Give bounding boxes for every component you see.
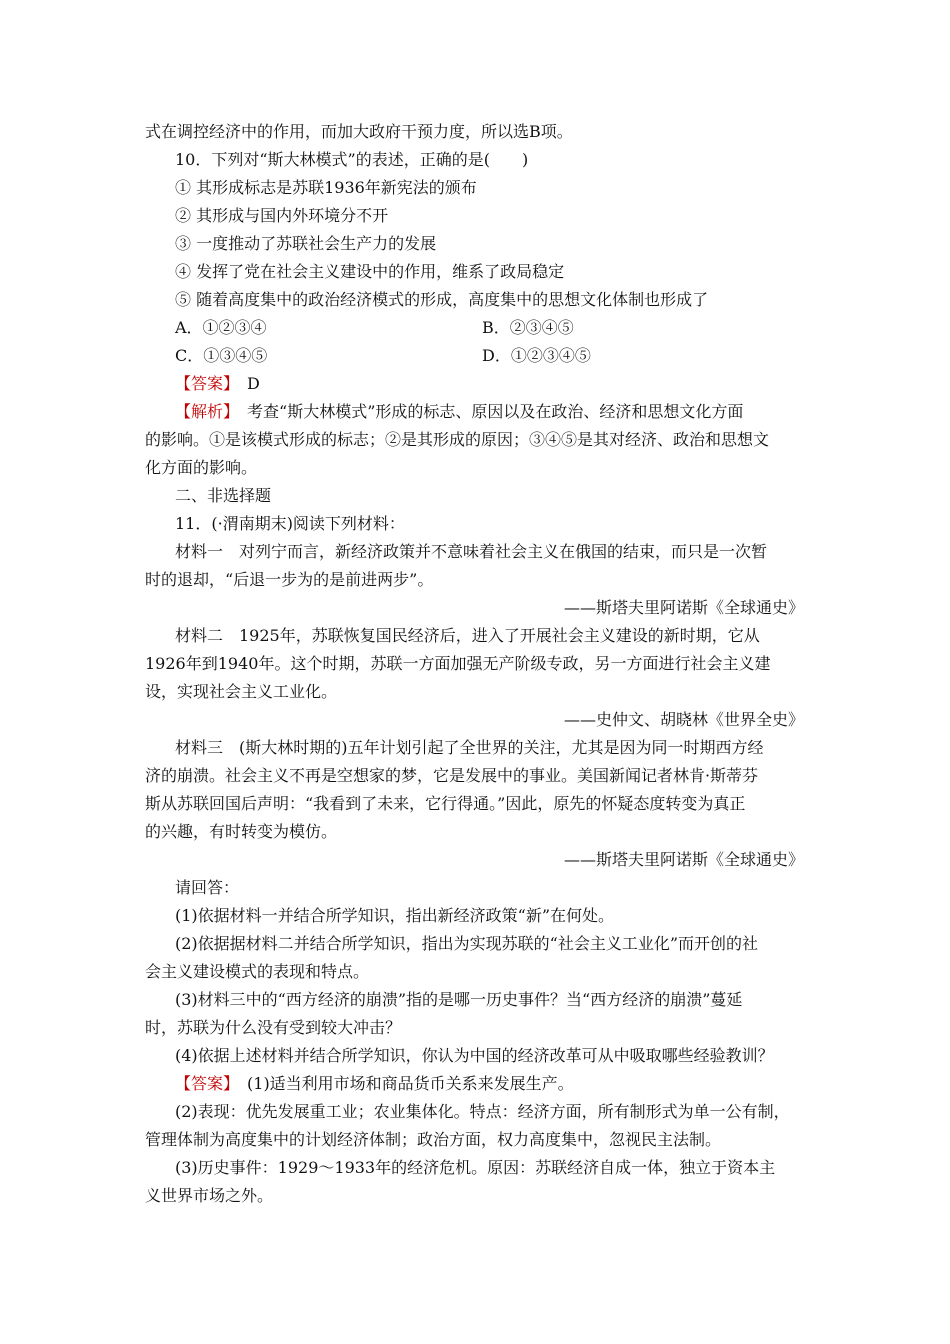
text-line: 斯从苏联回国后声明：“我看到了未来，它行得通。”因此，原先的怀疑态度转变为真正 — [145, 794, 746, 813]
option-a: A．①②③④ — [175, 318, 267, 337]
statement-5: ⑤ 随着高度集中的政治经济模式的形成，高度集中的思想文化体制也形成了 — [175, 290, 709, 309]
option-b: B．②③④⑤ — [482, 318, 574, 337]
text-line: 的影响。①是该模式形成的标志；②是其形成的原因；③④⑤是其对经济、政治和思想文 — [145, 430, 770, 449]
analysis-line — [175, 401, 743, 423]
answer-tag: 【答案】 — [175, 374, 232, 393]
text-line: 时的退却，“后退一步为的是前进两步”。 — [145, 570, 434, 589]
source-citation: ——斯塔夫里阿诺斯《全球通史》 — [563, 850, 804, 869]
text-line: 济的崩溃。社会主义不再是空想家的梦，它是发展中的事业。美国新闻记者林肯·斯蒂芬 — [145, 766, 759, 785]
sub-question-4: (4)依据上述材料并结合所学知识，你认为中国的经济改革可从中吸取哪些经验教训？ — [175, 1046, 774, 1065]
text-line: 时，苏联为什么没有受到较大冲击？ — [145, 1018, 402, 1037]
sub-question-3: (3)材料三中的“西方经济的崩溃”指的是哪一历史事件？当“西方经济的崩溃”蔓延 — [175, 990, 743, 1009]
material-2: 材料二 1925年，苏联恢复国民经济后，进入了开展社会主义建设的新时期，它从 — [175, 626, 760, 645]
question-11: 11．(·渭南期末)阅读下列材料： — [175, 514, 405, 533]
analysis-tag: 【解析】 — [175, 402, 232, 421]
question-10: 10．下列对“斯大林模式”的表述，正确的是( ) — [175, 150, 529, 169]
source-citation: ——斯塔夫里阿诺斯《全球通史》 — [563, 598, 804, 617]
section-heading: 二、非选择题 — [175, 486, 272, 505]
sub-question-1: (1)依据材料一并结合所学知识，指出新经济政策“新”在何处。 — [175, 906, 615, 925]
option-c: C．①③④⑤ — [175, 346, 268, 365]
text-line: 设，实现社会主义工业化。 — [145, 682, 338, 701]
option-d: D．①②③④⑤ — [482, 346, 591, 365]
answer-tag: 【答案】 — [175, 1074, 232, 1093]
text-line: 式在调控经济中的作用，而加大政府干预力度，所以选B项。 — [145, 122, 573, 141]
statement-3: ③ 一度推动了苏联社会生产力的发展 — [175, 234, 437, 253]
statement-4: ④ 发挥了党在社会主义建设中的作用，维系了政局稳定 — [175, 262, 565, 281]
sub-question-2: (2)依据据材料二并结合所学知识，指出为实现苏联的“社会主义工业化”而开创的社 — [175, 934, 759, 953]
statement-2: ② 其形成与国内外环境分不开 — [175, 206, 389, 225]
text-line: 管理体制为高度集中的计划经济体制；政治方面，权力高度集中，忽视民主法制。 — [145, 1130, 722, 1149]
analysis-text: 考查“斯大林模式”形成的标志、原因以及在政治、经济和思想文化方面 — [231, 402, 744, 421]
answer-line — [175, 373, 260, 395]
text-line: 义世界市场之外。 — [145, 1186, 274, 1205]
text-line: 化方面的影响。 — [145, 458, 258, 477]
answer-2: (2)表现：优先发展重工业；农业集体化。特点：经济方面，所有制形式为单一公有制， — [175, 1102, 790, 1121]
prompt-label: 请回答： — [175, 878, 240, 897]
material-1: 材料一 对列宁而言，新经济政策并不意味着社会主义在俄国的结束，而只是一次暂 — [175, 542, 768, 561]
answer-3: (3)历史事件：1929～1933年的经济危机。原因：苏联经济自成一体，独立于资本主 — [175, 1158, 776, 1177]
source-citation: ——史仲文、胡晓林《世界全史》 — [563, 710, 804, 729]
statement-1: ① 其形成标志是苏联1936年新宪法的颁布 — [175, 178, 477, 197]
text-line: 的兴趣，有时转变为模仿。 — [145, 822, 338, 841]
answer-text: (1)适当利用市场和商品货币关系来发展生产。 — [231, 1074, 574, 1093]
material-3: 材料三 (斯大林时期的)五年计划引起了全世界的关注，尤其是因为同一时期西方经 — [175, 738, 764, 757]
text-line: 1926年到1940年。这个时期，苏联一方面加强无产阶级专政，另一方面进行社会主义建 — [145, 654, 771, 673]
answer-line — [175, 1073, 574, 1095]
answer-text: D — [231, 374, 260, 393]
text-line: 会主义建设模式的表现和特点。 — [145, 962, 370, 981]
